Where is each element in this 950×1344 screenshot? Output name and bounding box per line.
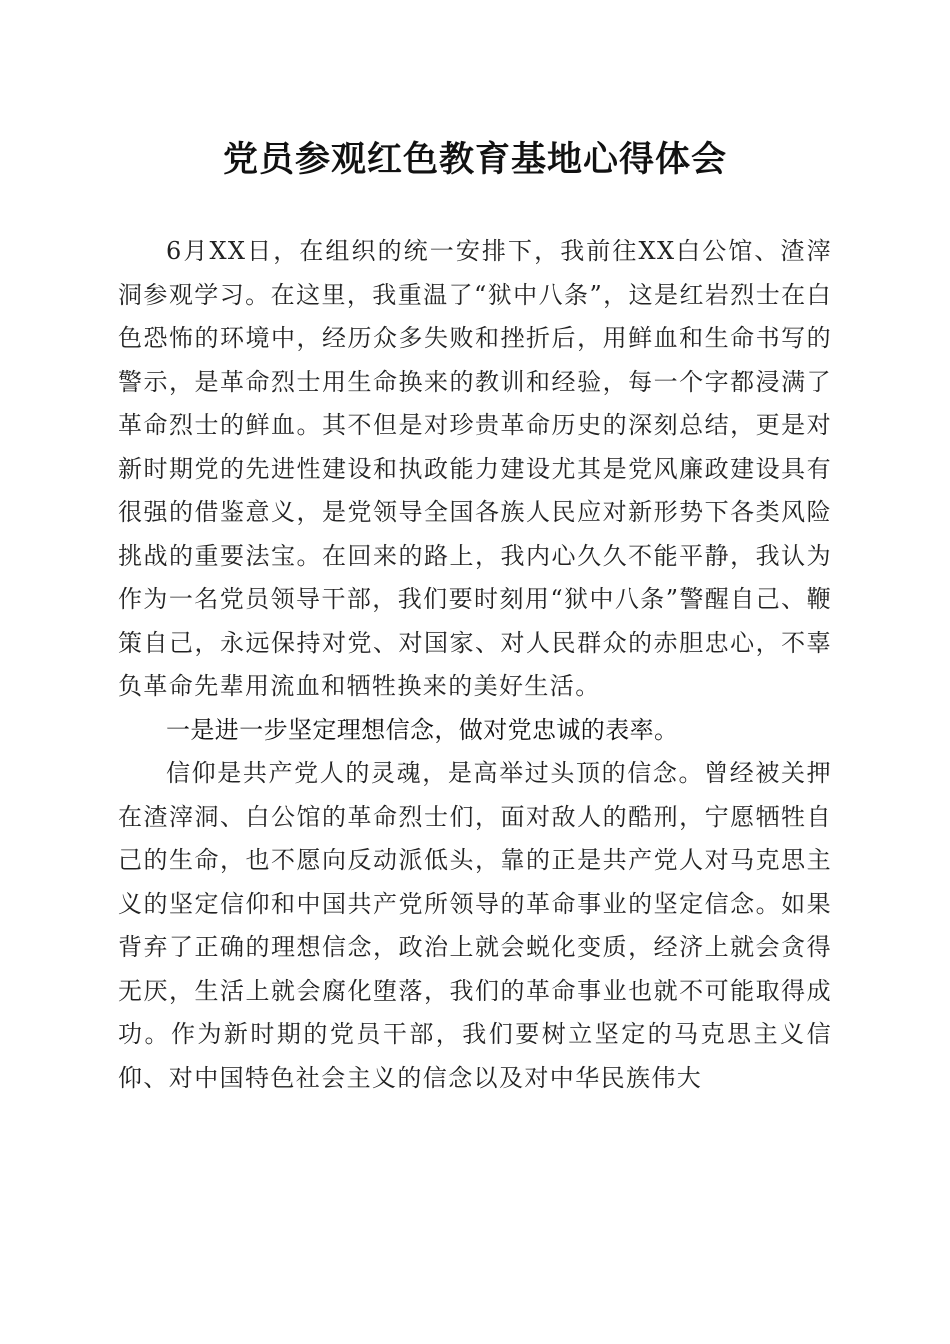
document-title: 党员参观红色教育基地心得体会 xyxy=(222,139,727,180)
paragraph-intro: 6月XX日，在组织的统一安排下，我前往XX白公馆、渣滓洞参观学习。在这里，我重温了“狱中八条”，这是红岩烈士在白色恐怖的环境中，经历众多失败和挫折后，用鲜血和生命书写的警示，是革命烈士用生命换来的教训和经验，每一个字都浸满了革命烈士的鲜血。其不但是对珍贵革命历史的深刻总结，更是对新时期党的先进性建设和执政能力建设尤其是党风廉政建设具有很强的借鉴意义，是党领导全国各族人民应对新形势下各类风险挑战的重要法宝。在回来的路上，我内心久久不能平静，我认为作为一名党员领导干部，我们要时刻用“狱中八条”警醒自己、鞭策自己，永远保持对党、对国家、对人民群众的赤胆忠心，不辜负革命先辈用流血和牺牲换来的美好生活。 xyxy=(118,237,832,700)
document-body xyxy=(118,230,832,1100)
section-heading: 一是进一步坚定理想信念，做对党忠诚的表率。 xyxy=(166,715,679,744)
paragraph-section-one: 信仰是共产党人的灵魂，是高举过头顶的信念。曾经被关押在渣滓洞、白公馆的革命烈士们，面对敌人的酷刑，宁愿牺牲自己的生命，也不愿向反动派低头，靠的正是共产党人对马克思主义的坚定信仰和中国共产党所领导的革命事业的坚定信念。如果背弃了正确的理想信念，政治上就会蜕化变质，经济上就会贪得无厌，生活上就会腐化堕落，我们的革命事业也就不可能取得成功。作为新时期的党员干部，我们要树立坚定的马克思主义信仰、对中国特色社会主义的信念以及对中华民族伟大 xyxy=(118,759,832,1092)
